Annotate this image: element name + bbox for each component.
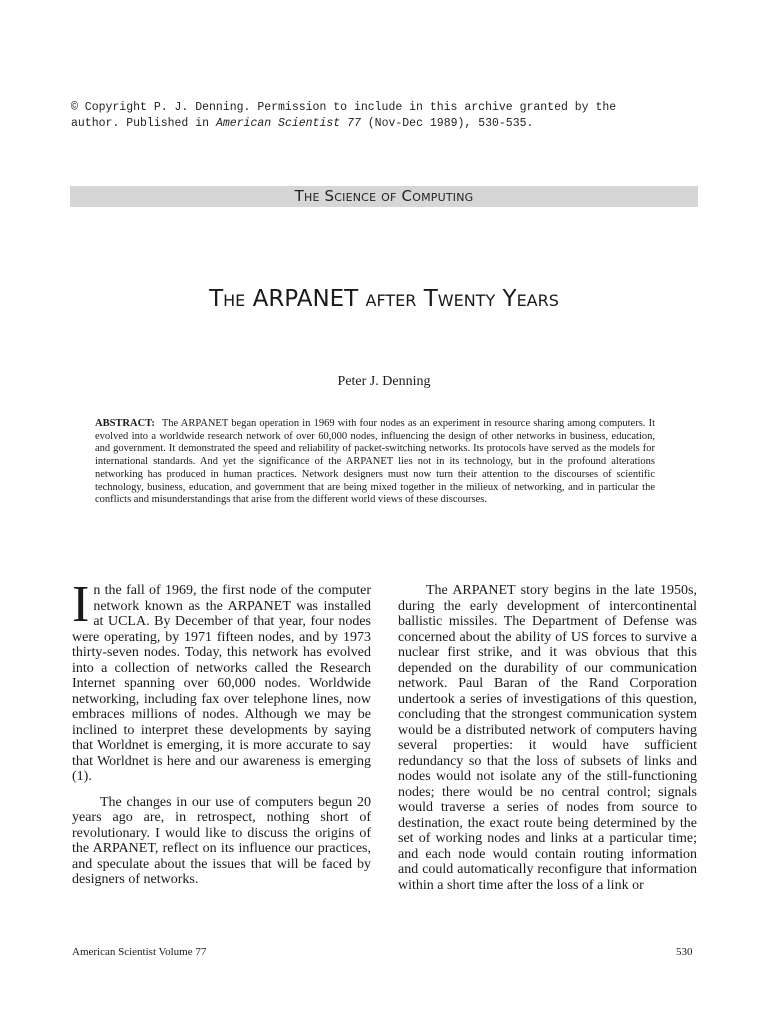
body-column-left — [72, 576, 371, 898]
drop-cap: I — [72, 576, 90, 633]
copyright-journal: American Scientist 77 — [215, 117, 361, 130]
section-header-bar — [70, 186, 698, 207]
copyright-line-2-prefix: author. Published in — [71, 117, 216, 130]
body-paragraph: The changes in our use of computers begun 20 years ago are, in retrospect, nothing short of revolutionary. I would like to discuss the origins of the ARPANET, reflect on its influence our practices, and speculate about the issues that will be faced by designers of networks. — [72, 794, 371, 887]
footer-journal: American Scientist Volume 77 — [72, 946, 207, 958]
body-column-right — [398, 583, 697, 903]
section-title: The Science of Computing — [294, 187, 474, 205]
article-author: Peter J. Denning — [337, 374, 431, 389]
copyright-line-1: © Copyright P. J. Denning. Permission to include in this archive granted by the — [71, 101, 617, 114]
body-paragraph — [72, 576, 371, 785]
body-paragraph: The ARPANET story begins in the late 1950s, during the early development of intercontinental ballistic missiles. The Department of Defense was concerned about the ability of US forces to survive a nuclear first strike, and it was obvious that this depended on the durability of our communication network. Paul Baran of the Rand Corporation undertook a series of investigations of this question, concluding that the strongest communication system would be a distributed network of computers having several properties: it would have sufficient redundancy so that the loss of subsets of links and nodes would not isolate any of the still-functioning nodes; there would be no central control; signals would traverse a series of nodes from source to destination, the exact route being determined by the set of working nodes and links at a particular time; and each node would contain routing information and could automatically reconfigure that information within a short time after the loss of a link or — [398, 583, 697, 893]
paragraph-text: n the fall of 1969, the first node of the computer network known as the ARPANET was installed at UCLA. By December of that year, four nodes were operating, by 1971 fifteen nodes, and by 1973 thirty-seven nodes. Today, this network has evolved into a collection of networks called the Research Internet spanning over 60,000 nodes. Worldwide networking, including fax over telephone lines, now embraces millions of nodes. Although we may be inclined to interpret these developments by saying that Worldnet is emerging, it is more accurate to say that Worldnet is here and our awareness is emerging (1). — [72, 583, 371, 784]
abstract — [95, 418, 655, 507]
abstract-label: ABSTRACT: — [95, 418, 155, 429]
copyright-line-2-suffix: (Nov-Dec 1989), 530-535. — [360, 117, 534, 130]
copyright-notice — [71, 100, 691, 132]
article-title: The ARPANET after Twenty Years — [209, 286, 559, 312]
abstract-text: The ARPANET began operation in 1969 with four nodes as an experiment in resource sharing among computers. It evolved into a worldwide research network of over 60,000 nodes, influencing the design of other networks in business, education, and government. It demonstrated the speed and reliability of packet-switching networks. Its protocols have served as the models for international standards. And yet the significance of the ARPANET lies not in its technology, but in the profound alterations networking has produced in human practices. Network designers must now turn their attention to the discourses of scientific technology, business, education, and government that are being mixed together in the milieux of networking, and in particular the conflicts and misunderstandings that arise from the different world views of these discourses. — [95, 418, 655, 506]
page-number: 530 — [676, 946, 693, 958]
